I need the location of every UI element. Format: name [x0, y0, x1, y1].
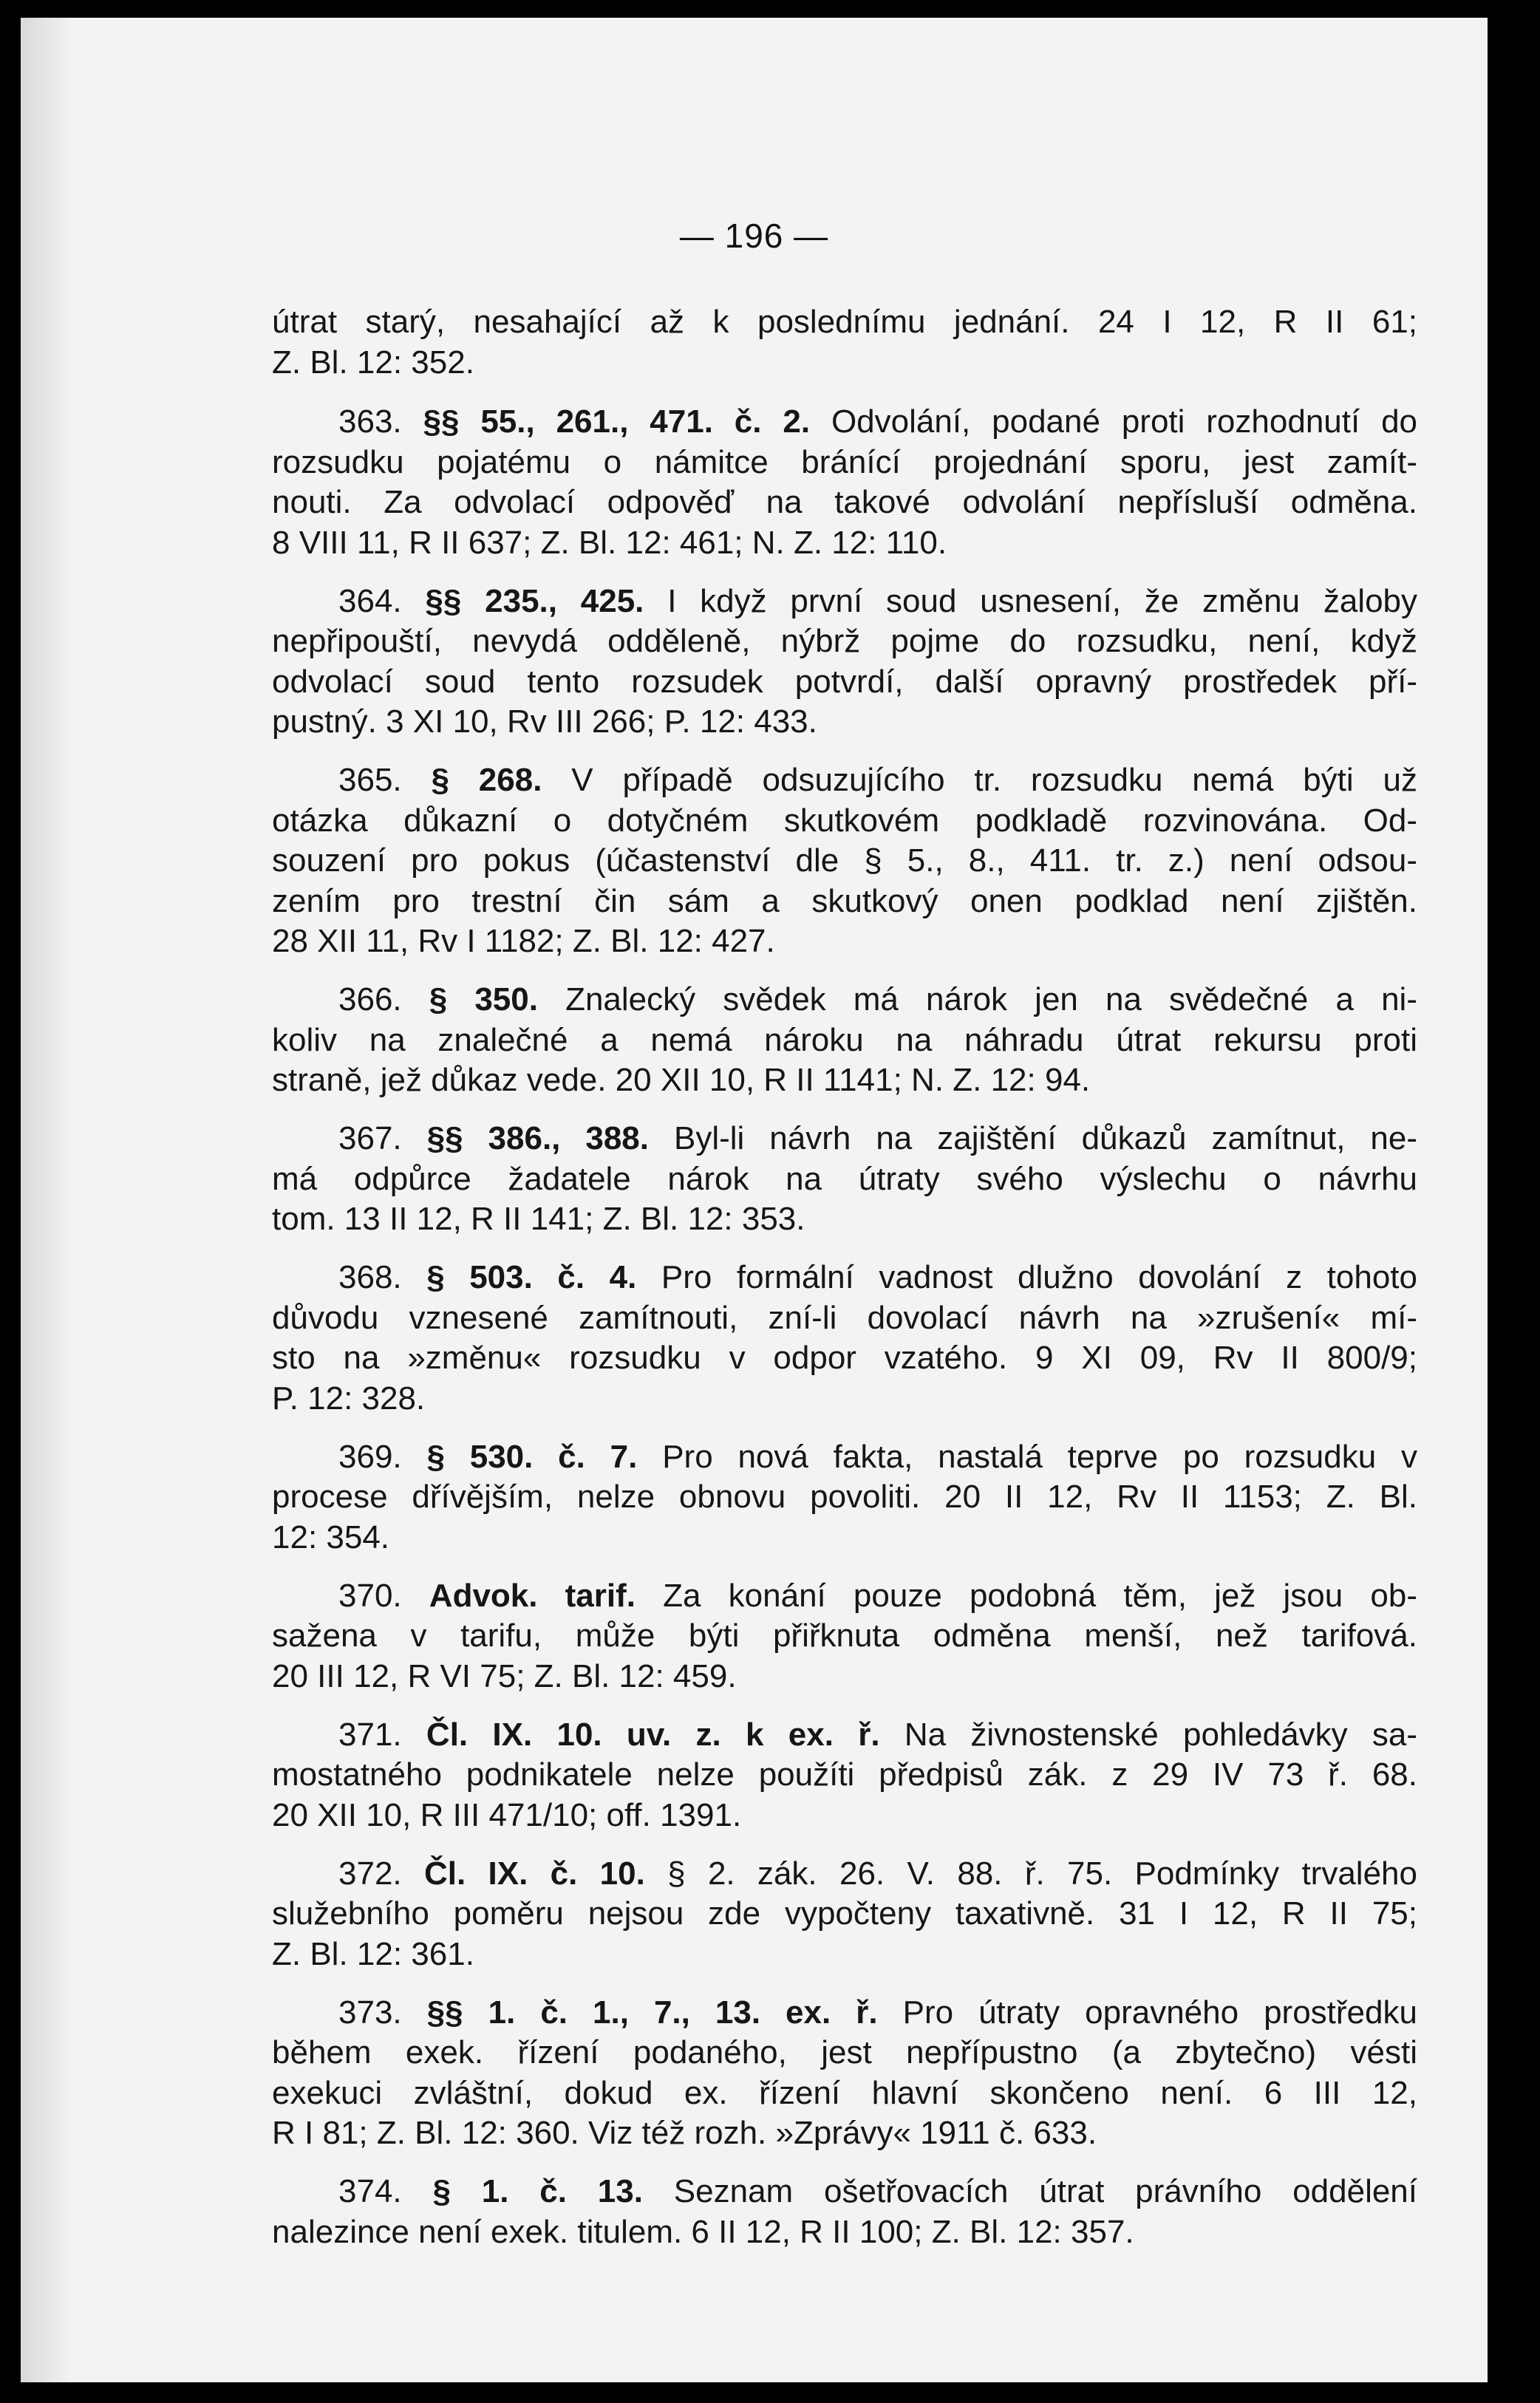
entry-text: sto na »změnu« rozsudku v odpor vzatého. 9 XI 09, Rv II 800/9;: [272, 1340, 1417, 1376]
entry-text: 12: 354.: [272, 1519, 390, 1555]
entry-line: [272, 1338, 1417, 1379]
entry-reference: §§ 55., 261., 471. č. 2.: [423, 403, 811, 440]
entry-text: Odvolání, podané proti rozhodnutí do: [831, 403, 1418, 440]
entry-text: R I 81; Z. Bl. 12: 360. Viz též rozh. »Zprávy« 1911 č. 633.: [272, 2115, 1097, 2151]
entry-line: [272, 483, 1417, 523]
entry-line: [272, 841, 1417, 882]
decision-entry-369: [272, 1437, 1417, 1558]
entry-line: [272, 1935, 1417, 1975]
entry-number: 369.: [338, 1438, 402, 1475]
decision-entry-371: [272, 1715, 1417, 1836]
decision-entry-373: [272, 1993, 1417, 2154]
entry-reference: § 350.: [429, 981, 538, 1018]
entry-line: [272, 1159, 1417, 1200]
entry-text: exekuci zvláštní, dokud ex. řízení hlavní skončeno není. 6 III 12,: [272, 2074, 1417, 2111]
entry-line: [272, 1796, 1417, 1836]
continued-entry: [272, 302, 1417, 383]
entry-line: [272, 582, 1417, 622]
entry-text: Byl-li návrh na zajištění důkazů zamítnut, ne-: [674, 1120, 1418, 1156]
entry-line: [272, 980, 1417, 1020]
entry-line: [272, 1020, 1417, 1061]
entry-reference: § 268.: [431, 762, 542, 798]
entry-line: [272, 1199, 1417, 1240]
decision-entry-372: [272, 1854, 1417, 1975]
entry-reference: §§ 1. č. 1., 7., 13. ex. ř.: [426, 1994, 878, 2031]
entry-line: [272, 662, 1417, 703]
entry-line: [272, 1993, 1417, 2034]
entry-text: procese dřívějším, nelze obnovu povoliti. 20 II 12, Rv II 1153; Z. Bl.: [272, 1479, 1417, 1515]
decision-entry-367: [272, 1119, 1417, 1240]
entry-number: 370.: [338, 1577, 402, 1614]
entry-line: [272, 343, 1417, 384]
entry-line: [272, 2073, 1417, 2114]
entry-reference: Čl. IX. č. 10.: [423, 1855, 645, 1892]
decision-entry-366: [272, 980, 1417, 1101]
page-body: [272, 302, 1417, 2271]
entry-text: nalezince není exek. titulem. 6 II 12, R II 100; Z. Bl. 12: 357.: [272, 2213, 1134, 2250]
entry-text: Pro formální vadnost dlužno dovolání z tohoto: [661, 1259, 1417, 1295]
entry-text: pustný. 3 XI 10, Rv III 266; P. 12: 433.: [272, 703, 817, 740]
entry-line: [272, 702, 1417, 743]
entry-line: [272, 621, 1417, 662]
entry-number: 365.: [338, 762, 402, 798]
decision-entry-368: [272, 1258, 1417, 1419]
entry-line: [272, 1477, 1417, 1518]
entry-line: [272, 402, 1417, 443]
page-number: — 196 —: [679, 217, 829, 255]
entry-text: nepřipouští, nevydá odděleně, nýbrž pojme do rozsudku, není, když: [272, 623, 1417, 659]
entry-line: [272, 1060, 1417, 1101]
entry-line: [272, 523, 1417, 564]
entry-text: nouti. Za odvolací odpověď na takové odvolání nepřísluší odměna.: [272, 484, 1417, 520]
entry-text: I když první soud usnesení, že změnu žaloby: [667, 582, 1418, 619]
entry-line: [272, 1755, 1417, 1796]
entry-text: Znalecký svědek má nárok jen na svědečné a ni-: [565, 981, 1417, 1018]
entry-number: 368.: [338, 1259, 402, 1295]
entry-line: [272, 1298, 1417, 1339]
entry-line: [272, 1715, 1417, 1756]
entry-line: [272, 2212, 1417, 2253]
entry-text: 28 XII 11, Rv I 1182; Z. Bl. 12: 427.: [272, 923, 775, 959]
entry-text: P. 12: 328.: [272, 1380, 426, 1417]
entry-text: 20 XII 10, R III 471/10; off. 1391.: [272, 1796, 742, 1833]
entry-text: V případě odsuzujícího tr. rozsudku nemá býti už: [571, 762, 1417, 798]
entry-text: během exek. řízení podaného, jest nepřípustno (a zbytečno) vésti: [272, 2034, 1417, 2070]
entry-line: [272, 1119, 1417, 1159]
decision-entry-364: [272, 582, 1417, 743]
entry-text: Pro útraty opravného prostředku: [902, 1994, 1417, 2031]
entry-text: souzení pro pokus (účastenství dle § 5., 8., 411. tr. z.) není odsou-: [272, 842, 1417, 879]
entry-reference: § 530. č. 7.: [426, 1438, 638, 1475]
entry-number: 366.: [338, 981, 402, 1018]
entry-text: tom. 13 II 12, R II 141; Z. Bl. 12: 353.: [272, 1201, 805, 1237]
entry-line: [272, 1616, 1417, 1657]
entry-line: [272, 882, 1417, 922]
entry-text: Z. Bl. 12: 361.: [272, 1935, 474, 1972]
entry-number: 367.: [338, 1120, 402, 1156]
entry-line: [272, 2172, 1417, 2212]
entry-text: zením pro trestní čin sám a skutkový onen podklad není zjištěn.: [272, 882, 1417, 919]
decision-entry-374: [272, 2172, 1417, 2252]
entry-text: koliv na znalečné a nemá nároku na náhradu útrat rekursu proti: [272, 1021, 1417, 1058]
entry-number: 374.: [338, 2173, 402, 2209]
entry-number: 371.: [338, 1716, 402, 1753]
entry-line: [272, 2033, 1417, 2073]
entry-text: Pro nová fakta, nastalá teprve po rozsudku v: [662, 1438, 1417, 1475]
entry-text: odvolací soud tento rozsudek potvrdí, další opravný prostředek pří-: [272, 663, 1417, 700]
entry-reference: Čl. IX. 10. uv. z. k ex. ř.: [426, 1716, 880, 1753]
book-page: [21, 18, 1488, 2382]
entry-number: 373.: [338, 1994, 402, 2031]
entry-reference: §§ 386., 388.: [426, 1120, 650, 1156]
entry-text: mostatného podnikatele nelze použíti předpisů zák. z 29 IV 73 ř. 68.: [272, 1756, 1417, 1793]
entry-number: 364.: [338, 582, 402, 619]
entry-reference: §§ 235., 425.: [425, 582, 644, 619]
entry-line: [272, 1854, 1417, 1895]
entry-text: otázka důkazní o dotyčném skutkovém podkladě rozvinována. Od-: [272, 802, 1417, 839]
entry-line: [272, 1576, 1417, 1617]
entry-text: 8 VIII 11, R II 637; Z. Bl. 12: 461; N. Z. 12: 110.: [272, 524, 947, 561]
entry-text: sažena v tarifu, může býti přiřknuta odměna menší, než tarifová.: [272, 1618, 1417, 1654]
entry-text: má odpůrce žadatele nárok na útraty svého výslechu o návrhu: [272, 1160, 1417, 1197]
entry-line: [272, 1894, 1417, 1935]
entry-text: Seznam ošetřovacích útrat právního oddělení: [673, 2173, 1418, 2209]
entry-line: [272, 1258, 1417, 1298]
entry-line: [272, 302, 1417, 343]
entry-text: Z. Bl. 12: 352.: [272, 344, 474, 381]
decision-entry-370: [272, 1576, 1417, 1697]
entry-text: straně, jež důkaz vede. 20 XII 10, R II 1141; N. Z. 12: 94.: [272, 1062, 1091, 1098]
entry-text: rozsudku pojatému o námitce bránící projednání sporu, jest zamít-: [272, 443, 1417, 480]
entry-reference: § 503. č. 4.: [426, 1259, 637, 1295]
entry-text: § 2. zák. 26. V. 88. ř. 75. Podmínky trvalého: [667, 1855, 1417, 1892]
entry-line: [272, 760, 1417, 801]
entry-reference: Advok. tarif.: [429, 1577, 636, 1614]
entry-line: [272, 1657, 1417, 1697]
entry-reference: § 1. č. 13.: [432, 2173, 643, 2209]
page-spine-shadow: [21, 18, 72, 2382]
entry-line: [272, 1379, 1417, 1419]
entry-line: [272, 443, 1417, 483]
entry-number: 363.: [338, 403, 402, 440]
entry-text: Na živnostenské pohledávky sa-: [904, 1716, 1417, 1753]
entry-text: důvodu vznesené zamítnouti, zní-li dovolací návrh na »zrušení« mí-: [272, 1299, 1417, 1336]
decision-entry-363: [272, 402, 1417, 563]
entry-line: [272, 2113, 1417, 2154]
entry-text: 20 III 12, R VI 75; Z. Bl. 12: 459.: [272, 1657, 737, 1694]
entry-text: služebního poměru nejsou zde vypočteny taxativně. 31 I 12, R II 75;: [272, 1895, 1417, 1932]
entry-text: Za konání pouze podobná těm, jež jsou ob-: [663, 1577, 1417, 1614]
entry-line: [272, 1437, 1417, 1478]
entry-text: útrat starý, nesahající až k poslednímu jednání. 24 I 12, R II 61;: [272, 304, 1417, 340]
entry-line: [272, 801, 1417, 842]
entry-line: [272, 1518, 1417, 1558]
entry-line: [272, 921, 1417, 962]
decision-entry-365: [272, 760, 1417, 962]
entry-number: 372.: [338, 1855, 402, 1892]
